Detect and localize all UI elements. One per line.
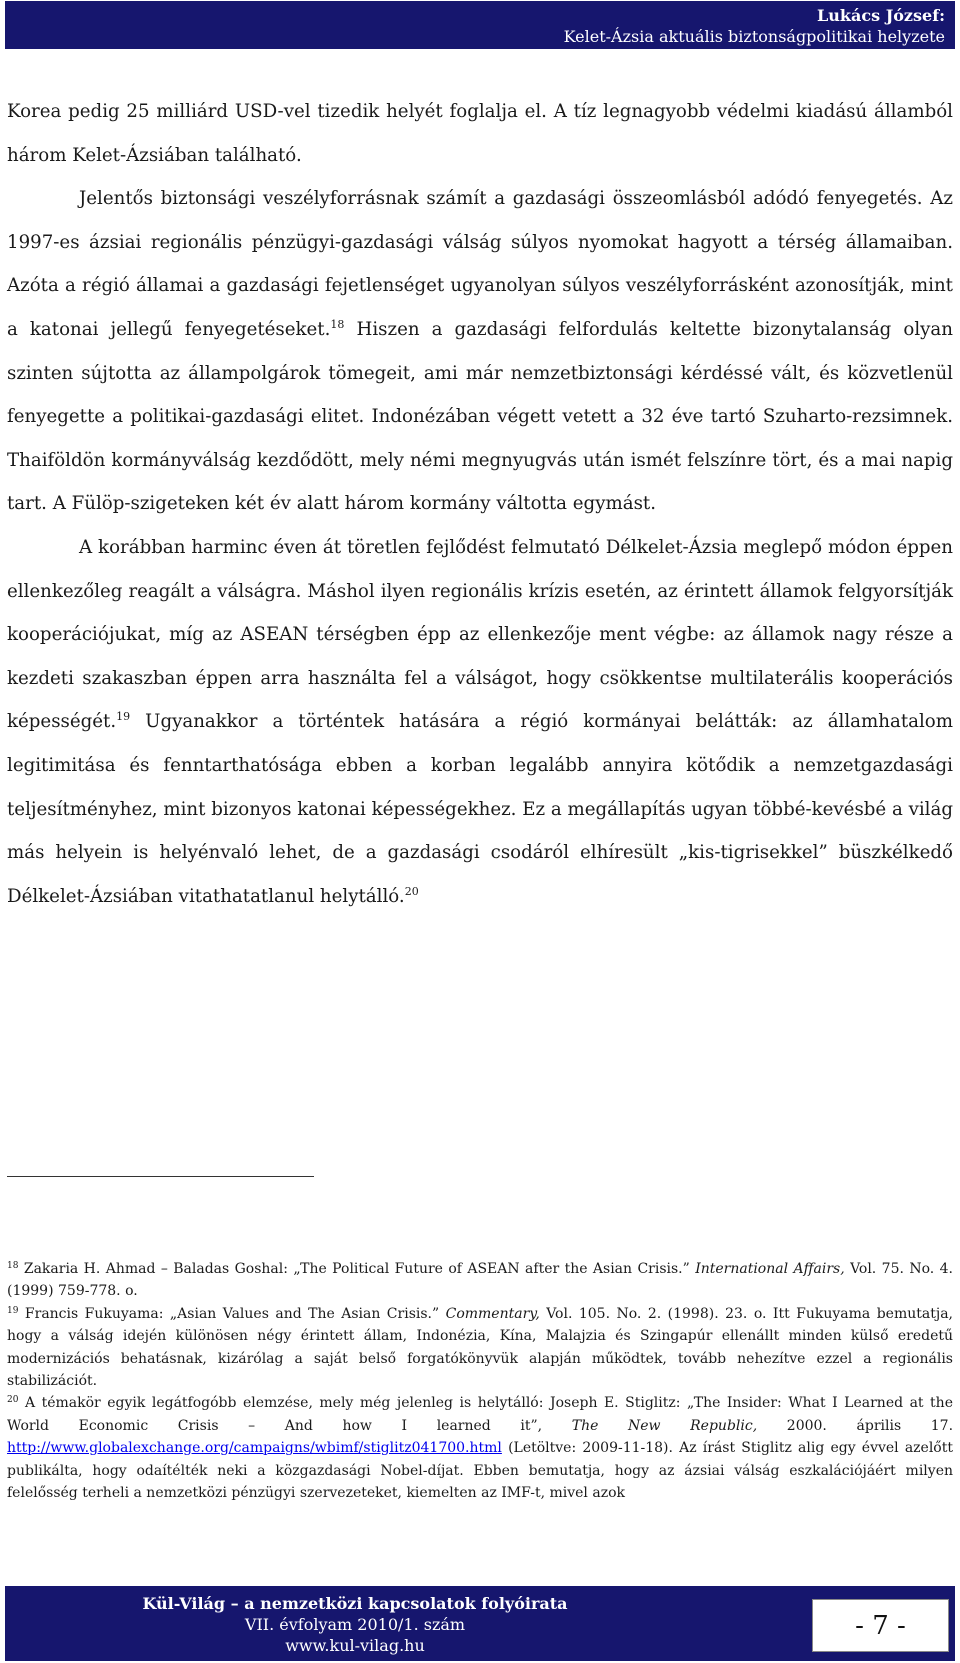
footnote-divider [7, 1176, 314, 1177]
paragraph-3-text-a: A korábban harminc éven át töretlen fejlődést felmutató Délkelet-Ázsia meglepő módon éppen ellenkezőleg reagált a válságra. Máshol ilyen regionális krízis esetén, az érintett államok felgyorsítják kooperációjukat, míg az ASEAN térségben épp az ellenkezője ment végbe: az államok nagy része a kezdeti szakaszban éppen arra használta fel a válságot, hogy csökkentse multilaterális kooperációs képességét. [7, 536, 953, 733]
header-article-title: Kelet-Ázsia aktuális biztonságpolitikai helyzete [563, 27, 945, 46]
footnotes [7, 1258, 953, 1504]
paragraph-2 [7, 177, 953, 526]
footnote-20-continuation: (Letöltve: 2009-11-18). Az írást Stiglitz alig egy évvel azelőtt publikálta, hogy odaítélték neki a közgazdasági Nobel-díjat. Ebben bemutatja, hogy az ázsiai válság eszkalációjáért milyen felelősség terheli a nemzetközi pénzügyi szervezeteket, kiemelten az IMF-t, mivel azok [7, 1440, 953, 1502]
footnote-ref-18[interactable]: 18 [330, 317, 345, 331]
footer-website: www.kul-vilag.hu [285, 1636, 425, 1655]
footnote-20-number: 20 [7, 1395, 19, 1406]
footnote-18-text: Zakaria H. Ahmad – Baladas Goshal: „The Political Future of ASEAN after the Asian Crisis.” [18, 1261, 696, 1277]
page-footer [5, 1586, 955, 1661]
footer-issue: VII. évfolyam 2010/1. szám [244, 1615, 466, 1634]
footnote-18 [7, 1258, 953, 1303]
footnote-20-journal: The New Republic, [571, 1417, 758, 1434]
footnote-19 [7, 1303, 953, 1393]
paragraph-2-text-a: Jelentős biztonsági veszélyforrásnak számít a gazdasági összeomlásból adódó fenyegetés. Az 1997-es ázsiai regionális pénzügyi-gazdasági válság súlyos nyomokat hagyott a térség államaiban. Azóta a régió államai a gazdasági fejetlenséget ugyanolyan súlyos veszélyforrásként azonosítják, mint a katonai jellegű fenyegetéseket. [7, 188, 953, 340]
footnote-19-text: Francis Fukuyama: „Asian Values and The Asian Crisis.” [18, 1305, 446, 1322]
footnote-20-text: A témakör egyik legátfogóbb elemzése, mely még jelenleg is helytálló: Joseph E. Stiglitz: „The Insider: What I Learned at the World Economic Crisis – And how I learned it”, [7, 1395, 953, 1434]
page-header [5, 1, 955, 49]
paragraph-3-text-b: Ugyanakkor a történtek hatására a régió kormányai belátták: az államhatalom legitimitása és fenntarthatósága ebben a korban legalább annyira kötődik a nemzetgazdasági teljesítményhez, mint bizonyos katonai képességekhez. Ez a megállapítás ugyan többé-kevésbé a világ más helyein is helyénvaló lehet, de a gazdasági csodáról elhíresült „kis-tigrisekkel” büszkélkedő Délkelet-Ázsiában vitathatatlanul helytálló. [7, 711, 953, 907]
paragraph-1: Korea pedig 25 milliárd USD-vel tizedik helyét foglalja el. A tíz legnagyobb védelmi kiadású államból három Kelet-Ázsiában található. [7, 101, 953, 166]
page-number: - 7 - [812, 1599, 949, 1652]
footnote-20 [7, 1392, 953, 1504]
paragraph-3 [7, 526, 953, 918]
footnote-19-number: 19 [7, 1305, 19, 1316]
footnote-18-journal: International Affairs, [695, 1261, 845, 1277]
footnote-ref-19[interactable]: 19 [116, 710, 131, 724]
paragraph-2-text-b: Hiszen a gazdasági felfordulás keltette bizonytalanság olyan szinten sújtotta az állampolgárok tömegeit, ami már nemzetbiztonsági kérdéssé vált, és közvetlenül fenyegette a politikai-gazdasági elitet. Indonézában végett vetett a 32 éve tartó Szuharto-rezsimnek. Thaiföldön kormányválság kezdődött, mely némi megnyugvás után ismét felszínre tört, és a mai napig tart. A Fülöp-szigeteken két év alatt három kormány váltotta egymást. [7, 318, 953, 515]
footnote-19-citation: Vol. 105. No. 2. (1998). 23. o. Itt Fukuyama bemutatja, hogy a válság idején különösen négy érintett állam, Indonézia, Kína, Malajzia és Szingapúr ellenállt minden külső eredetű modernizációs behatásnak, kizárólag a saját belső forgatókönyvük alapján működtek, tovább nehezítve ezzel a regionális stabilizációt. [7, 1305, 953, 1390]
footnote-20-date: 2000. április 17. [757, 1417, 954, 1434]
footnote-18-citation: Vol. 75. No. 4. (1999) 759-778. o. [7, 1261, 953, 1300]
footer-journal-title: Kül-Világ – a nemzetközi kapcsolatok folyóirata [142, 1594, 568, 1613]
footnote-ref-20[interactable]: 20 [404, 884, 419, 898]
footnote-20-link[interactable]: http://www.globalexchange.org/campaigns/wbimf/stiglitz041700.html [7, 1440, 502, 1457]
footer-info [5, 1593, 705, 1656]
footnote-18-number: 18 [7, 1261, 19, 1271]
footnote-19-journal: Commentary, [445, 1305, 540, 1322]
header-author: Lukács József: [817, 6, 945, 25]
main-text [7, 90, 953, 918]
